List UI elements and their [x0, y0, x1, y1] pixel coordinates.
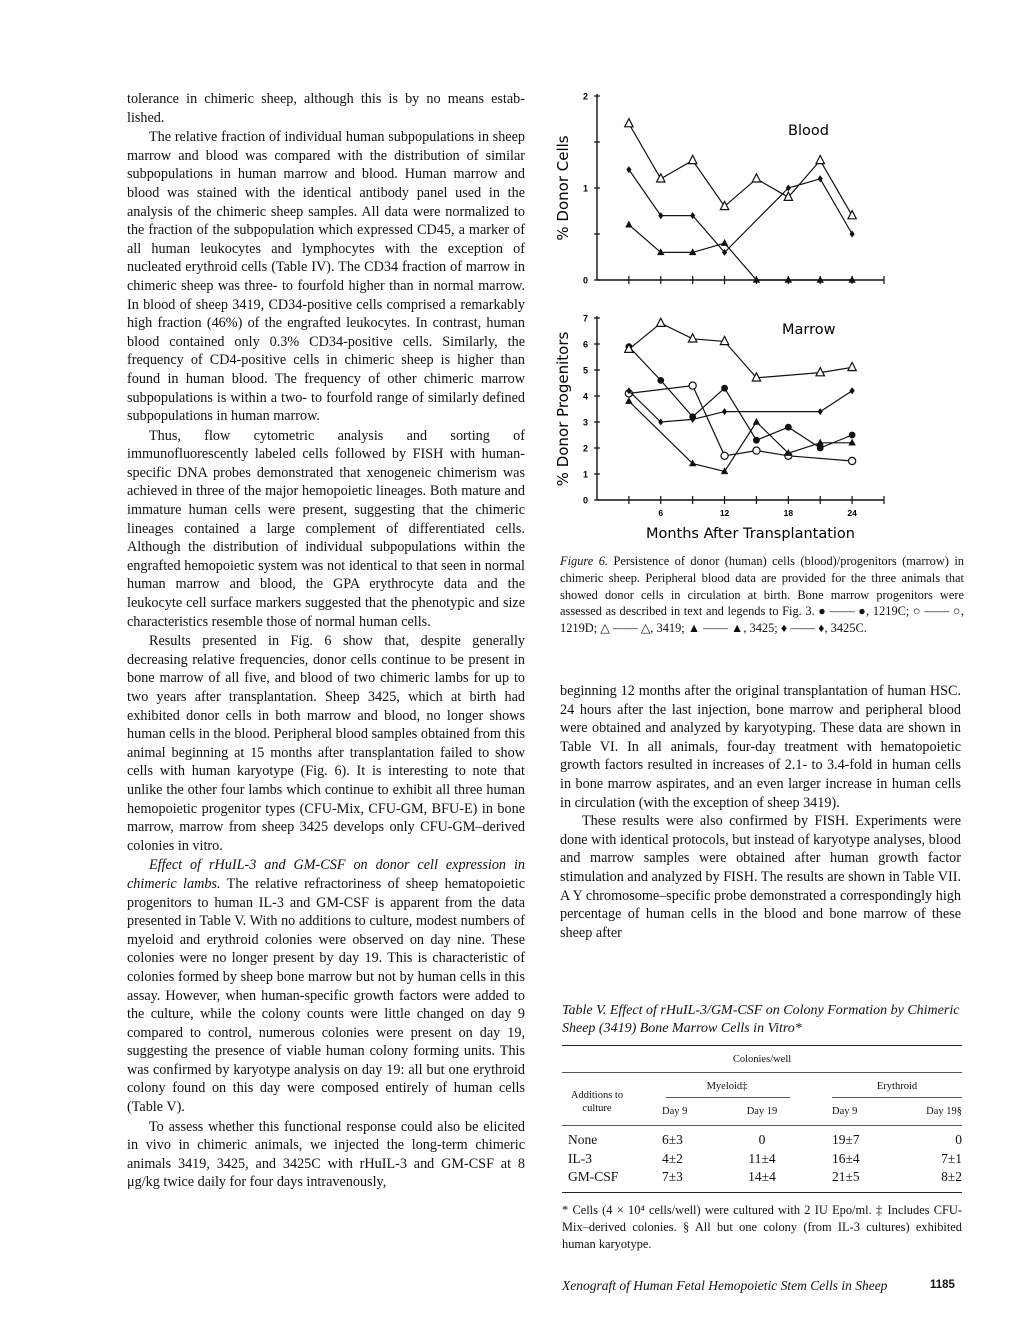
filled-circle-marker: [721, 385, 728, 392]
filled-circle-marker: [657, 377, 664, 384]
diamond-marker: [818, 408, 823, 415]
open-circle-marker: [689, 382, 696, 389]
filled-triangle-marker: [721, 239, 728, 246]
figure-caption: [560, 553, 964, 637]
open-triangle-marker: [657, 174, 665, 182]
paragraph: These results were also confirmed by FISH. Experiments were done with identical protocols, but instead of karyotype analyses, blood and marrow samples were obtained after human growth factor stimulation and analyzed by FISH. The results are shown in Table VII. A Y chromosome–specific probe demonstrated a correspondingly high percentage of human cells in the blood and bone marrow of these sheep after: [560, 813, 961, 941]
series-3425C: [626, 387, 854, 425]
open-triangle-marker: [848, 211, 856, 219]
table-title: Table V. Effect of rHuIL-3/GM-CSF on Colony Formation by Chimeric Sheep (3419) Bone Marrow Cells in Vitro*: [562, 1003, 960, 1036]
column-header: Day 19§: [926, 1106, 962, 1117]
chart-panel-blood: [554, 92, 884, 286]
table-spanner: Colonies/well: [732, 1054, 792, 1065]
table-footnote: * Cells (4 × 10⁴ cells/well) were cultured with 2 IU Epo/ml. ‡ Includes CFU-Mix–derived colonies. § All but one colony (from IL-3 cultures) exhibited human karyotype.: [562, 1203, 962, 1251]
table-cell: 14±4: [748, 1169, 776, 1184]
table-cell: 21±5: [832, 1169, 860, 1184]
column-header: Day 19: [746, 1106, 778, 1117]
y-tick-label: 0: [582, 495, 588, 506]
filled-triangle-marker: [785, 276, 792, 283]
x-axis-label: Months After Transplantation: [645, 526, 856, 542]
table-cell: 19±7: [832, 1132, 860, 1147]
x-tick-label: 24: [847, 508, 857, 518]
column-header: Day 9: [832, 1106, 858, 1117]
series-line: [629, 391, 852, 422]
figure-label: Figure 6.: [560, 554, 609, 568]
paragraph: [127, 856, 525, 1116]
open-triangle-marker: [688, 155, 696, 163]
open-triangle-marker: [657, 318, 665, 326]
series-line: [629, 347, 852, 448]
paragraph: Results presented in Fig. 6 show that, despite generally decreasing relative frequencies, donor cells continue to be present in bone marrow of all five, and blood of two chimeric lambs for up to two years after transplantation. Sheep 3425, which at birth had exhibited donor cells in both marrow and blood, no longer shows human cells in the blood. Peripheral blood samples obtained from this animal beginning at 15 months after transplantation failed to show cells with human karyotype (Fig. 6). It is interesting to note that unlike the other four lambs which continue to exhibit all three human hemopoietic progenitor types (CFU-Mix, CFU-GM, BFU-E) in bone marrow, marrow from sheep 3425 develops only CFU-GM–derived colonies in vitro.: [127, 633, 525, 854]
filled-circle-marker: [849, 432, 856, 439]
open-triangle-marker: [625, 119, 633, 127]
running-title: Xenograft of Human Fetal Hemopoietic Stem Cells in Sheep: [562, 1278, 888, 1293]
open-circle-marker: [753, 447, 760, 454]
filled-circle-marker: [753, 437, 760, 444]
y-tick-label: 3: [582, 417, 588, 428]
y-tick-label: 1: [582, 183, 588, 194]
table-cell: 0: [955, 1132, 962, 1147]
open-circle-marker: [721, 452, 728, 459]
filled-triangle-marker: [753, 418, 760, 425]
page-number: 1185: [930, 1279, 955, 1291]
left-column-text: [127, 90, 525, 1192]
open-circle-marker: [849, 457, 856, 464]
y-tick-label: 2: [582, 443, 588, 454]
column-header: Day 9: [662, 1106, 688, 1117]
table-cell: 4±2: [662, 1150, 683, 1166]
table-cell: 0: [758, 1132, 766, 1147]
table-v: [562, 1045, 962, 1195]
table-cell: 8±2: [941, 1169, 962, 1184]
filled-triangle-marker: [625, 221, 632, 228]
y-axis-label: % Donor Cells: [554, 135, 572, 241]
series-3425: [625, 221, 856, 283]
paragraph-body: The relative refractoriness of sheep hematopoietic progenitors to human IL-3 and GM-CSF is apparent from the data presented in Table V. With no additions to culture, modest numbers of myeloid and erythroid colonies were observed on day nine. These colonies were no longer present by day 19. This is characteristic of colonies formed by sheep bone marrow but not by human cells in this assay. However, when human-specific growth factors were added to the culture, while the colony counts were little changed on day 9 compared to control, numerous colonies were present on day 19, suggesting the presence of viable human colony forming units. This was confirmed by karyotype analysis on day 19: all but one erythroid colony found on this day were composed entirely of human cells (Table V).: [127, 875, 525, 1116]
row-label: None: [568, 1132, 598, 1147]
table-cell: 6±3: [662, 1132, 683, 1147]
paragraph: Thus, flow cytometric analysis and sorting of immunofluorescently labeled cells followed by FISH with human-specific DNA probes demonstrated that xenogeneic chimerism was achieved in three of the major hemopoietic lineages. Both mature and immature human cells were present, suggesting that the chimeric lineages contained a large complement of differentiated cells. Although the distribution of individual subpopulations within the engrafted hemopoietic system was not identical to that seen in normal human marrow and blood, the GPA erythrocyte data and the leukocyte cell surface markers suggested that the phenotypic and size characteristics resemble those of normal human cells.: [127, 427, 525, 630]
panel-title: Marrow: [782, 322, 836, 338]
right-column-text: [560, 682, 961, 942]
y-tick-label: 2: [582, 91, 588, 102]
table-cell: 11±4: [748, 1150, 776, 1166]
paragraph: The relative fraction of individual human subpopulations in sheep marrow and blood was compared with the distribution of similar subpopulations in human marrow and blood. Human marrow and blood was stained with the identical antibody panel used in the analysis of the chimeric sheep samples. All data were normalized to the fraction of the subpopulation which expressed CD45, a marker of all human leukocytes and lymphocytes with the exception of nucleated erythroid cells (Table IV). The CD34 fraction of marrow in chimeric sheep was three- to fourfold higher than in normal marrow. In blood of sheep 3419, CD34-positive cells comprised a remarkably high fraction (46%) of the engrafted leukocytes. In contrast, human blood contained only 0.3% CD34-positive cells. Similarly, the frequency of CD4-positive cells in chimeric sheep is higher than found in human blood. The frequency of other chimeric marrow subpopulations is within a two- to fourfold range of similarly defined subpopulations in human marrow.: [127, 129, 525, 425]
filled-triangle-marker: [848, 276, 855, 283]
x-tick-label: 18: [783, 508, 794, 518]
filled-triangle-marker: [817, 439, 824, 446]
y-tick-label: 6: [582, 339, 588, 350]
table-cell: 16±4: [832, 1150, 860, 1166]
paragraph: tolerance in chimeric sheep, although this is by no means estab-lished.: [127, 91, 525, 126]
group-header-myeloid: Myeloid‡: [706, 1081, 748, 1092]
filled-triangle-marker: [625, 397, 632, 404]
x-tick-label: 6: [658, 508, 664, 518]
y-tick-label: 5: [582, 365, 588, 376]
chart-panel-marrow: [554, 314, 884, 543]
filled-triangle-marker: [817, 276, 824, 283]
y-tick-label: 1: [582, 469, 588, 480]
row-label: IL-3: [568, 1150, 592, 1166]
diamond-marker: [850, 387, 855, 394]
paragraph: beginning 12 months after the original transplantation of human HSC. 24 hours after the last injection, bone marrow and peripheral blood were obtained and analyzed by karyotyping. These data are shown in Table VI. In all animals, four-day treatment with hematopoietic growth factors resulted in increases of 2.1- to 3.4-fold in human cells in bone marrow aspirates, and an even larger increase in human cells in circulation (with the exception of sheep 3419).: [560, 683, 961, 811]
x-tick-label: 12: [719, 508, 730, 518]
panel-title: Blood: [788, 123, 829, 139]
series-3425: [625, 397, 856, 474]
filled-circle-marker: [817, 445, 824, 452]
diamond-marker: [722, 408, 727, 415]
group-header-erythroid: Erythroid: [876, 1081, 918, 1092]
section-heading: Effect of rHuIL-3 and GM-CSF on donor cell expression in chimeric lambs.: [127, 857, 525, 892]
filled-triangle-marker: [848, 439, 855, 446]
row-header-label: Additions to culture: [570, 1090, 624, 1114]
open-triangle-marker: [720, 336, 728, 344]
y-tick-label: 4: [582, 391, 588, 402]
filled-triangle-marker: [657, 248, 664, 255]
filled-circle-marker: [785, 424, 792, 431]
figure-6: [540, 80, 960, 550]
paragraph: To assess whether this functional response could also be elicited in vivo in chimeric animals, we injected the long-term chimeric animals 3419, 3425, and 3425C with rHuIL-3 and GM-CSF at 8 μg/kg twice daily for four days intravenously,: [127, 1118, 525, 1191]
y-tick-label: 0: [582, 275, 588, 286]
caption-text: Persistence of donor (human) cells (blood)/progenitors (marrow) in chimeric sheep. Peripheral blood data are provided for the three animals that showed donor cells in circulation at birth. Bone marrow progenitors were assessed as described in text and legends to Fig. 3. ● —— ●, 1219C; ○ —— ○, 1219D; △ —— △, 3419; ▲ —— ▲, 3425; ♦ —— ♦, 3425C.: [560, 554, 965, 636]
open-triangle-marker: [816, 155, 824, 163]
y-tick-label: 7: [582, 313, 588, 324]
figure-6-chart: [540, 80, 960, 550]
y-axis-label: % Donor Progenitors: [554, 331, 572, 487]
row-label: GM-CSF: [568, 1169, 619, 1184]
table-cell: 7±1: [941, 1150, 962, 1166]
table-cell: 7±3: [662, 1169, 683, 1184]
open-triangle-marker: [848, 362, 856, 370]
open-triangle-marker: [752, 174, 760, 182]
